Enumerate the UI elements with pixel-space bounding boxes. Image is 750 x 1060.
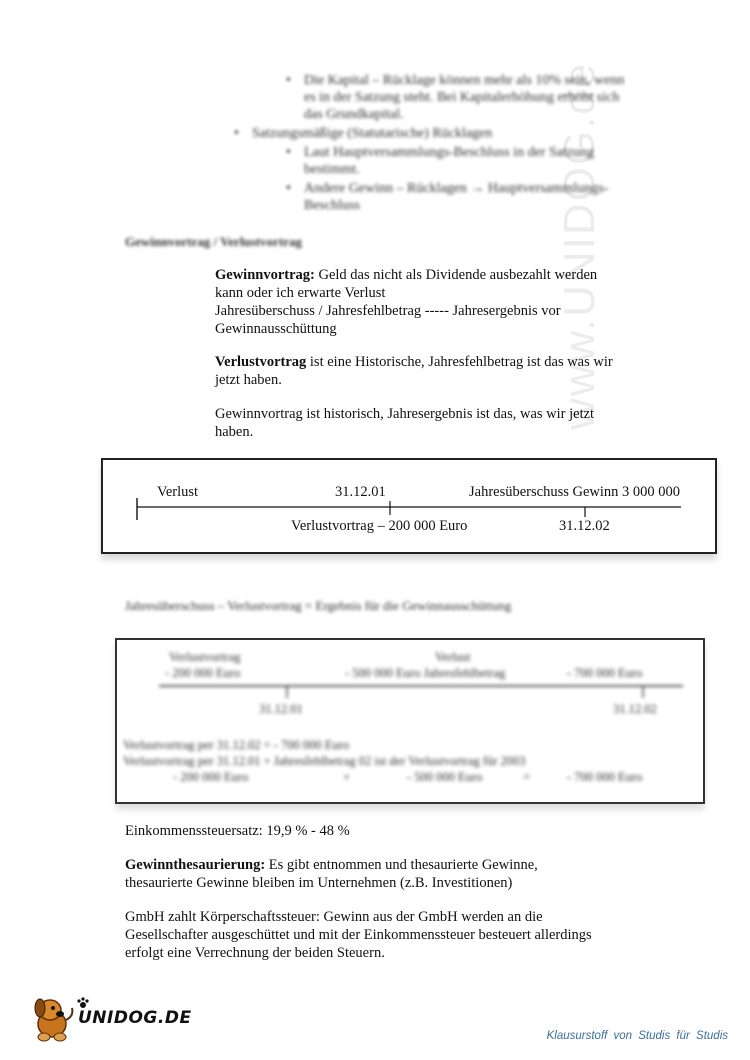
timeline-box-1 [101, 458, 717, 554]
timeline2-eq-op1: + [343, 770, 351, 784]
timeline1-date1: 31.12.01 [335, 484, 386, 500]
timeline2-line2: Verlustvortrag per 31.12.01 + Jahresfehlbetrag 02 ist der Verlustvortrag für 2003 [123, 754, 526, 768]
section-heading-vortrag: Gewinnvortrag / Verlustvortrag [125, 234, 302, 249]
list-item: • Laut Hauptversammlungs-Beschluss in der Satzung bestimmt. [282, 144, 630, 178]
verlustvortrag-term: Verlustvortrag [215, 354, 307, 370]
thesaurierung-text: Es gibt entnommen und thesaurierte Gewinne, thesaurierte Gewinne bleiben im Unternehmen (z.B. Investitionen) [125, 857, 538, 891]
timeline1-left-label: Verlust [157, 484, 199, 500]
timeline2-col2-value: - 500 000 Euro Jahresfehlbetrag [345, 666, 506, 680]
gewinn-historisch-paragraph: Gewinnvortrag ist historisch, Jahresergebnis ist das, was wir jetzt haben. [215, 406, 595, 440]
section-heading-ergebnis: Jahresüberschuss – Verlustvortrag = Ergebnis für die Gewinnausschüttung [125, 598, 512, 613]
timeline2-date-right: 31.12.02 [613, 702, 657, 716]
timeline1-axis [103, 460, 715, 552]
timeline2-eq-b: - 500 000 Euro [407, 770, 483, 784]
timeline2-line1: Verlustvortrag per 31.12.02 = - 700 000 Euro [123, 738, 350, 752]
gewinnvortrag-term: Gewinnvortrag: [215, 267, 315, 283]
timeline1-below-label: Verlustvortrag – 200 000 Euro [291, 518, 468, 534]
watermark-text: www.UNIDOG.de [555, 61, 604, 430]
timeline2-eq-a: - 200 000 Euro [173, 770, 249, 784]
gewinnvortrag-formula: Jahresüberschuss / Jahresfehlbetrag ----- Jahresergebnis vor Gewinnausschüttung [215, 303, 561, 337]
footer-slogan: Klausurstoff von Studis für Studis [546, 1030, 728, 1042]
timeline-box-2 [115, 638, 705, 804]
timeline2-eq-op2: = [523, 770, 531, 784]
timeline2-col1-title: Verlustvortrag [169, 650, 241, 664]
gewinnvortrag-text: Geld das nicht als Dividende ausbezahlt werden kann oder ich erwarte Verlust [215, 267, 598, 301]
list-item: • Satzungsmäßige (Statutarische) Rücklagen [230, 125, 630, 142]
timeline2-eq-c: - 700 000 Euro [567, 770, 643, 784]
verlustvortrag-text: ist eine Historische, Jahresfehlbetrag ist das was wir jetzt haben. [215, 354, 613, 388]
timeline2-date-left: 31.12.01 [259, 702, 303, 716]
gmbh-paragraph: GmbH zahlt Körperschaftssteuer: Gewinn aus der GmbH werden an die Gesellschafter ausgeschüttet und mit der Einkommenssteuer besteuert allerdings erfolgt eine Verrechnung der beiden Steuern. [125, 909, 592, 961]
thesaurierung-paragraph [125, 856, 565, 892]
unidog-logo [30, 990, 192, 1050]
verlustvortrag-paragraph [215, 353, 625, 389]
gewinnvortrag-paragraph [215, 266, 625, 338]
top-bullet-list [230, 72, 630, 214]
logo-text: UNIDOG.DE [78, 1008, 192, 1028]
dog-icon [30, 990, 78, 1046]
timeline1-right-label: Jahresüberschuss Gewinn 3 000 000 [469, 484, 681, 500]
timeline2-col2-title: Verlust [435, 650, 471, 664]
timeline1-date2: 31.12.02 [559, 518, 610, 534]
timeline2-col1-value: - 200 000 Euro [165, 666, 241, 680]
timeline2-col3-value: - 700 000 Euro [567, 666, 643, 680]
list-item: • Die Kapital – Rücklage können mehr als 10% sein, wenn es in der Satzung steht. Bei Kapitalerhöhung erhöht sich das Grundkapital. [282, 72, 630, 123]
steuersatz-line: Einkommenssteuersatz: 19,9 % - 48 % [125, 823, 350, 839]
thesaurierung-term: Gewinnthesaurierung: [125, 857, 266, 873]
list-item: • Andere Gewinn – Rücklagen → Hauptversammlungs-Beschluss [282, 180, 630, 214]
